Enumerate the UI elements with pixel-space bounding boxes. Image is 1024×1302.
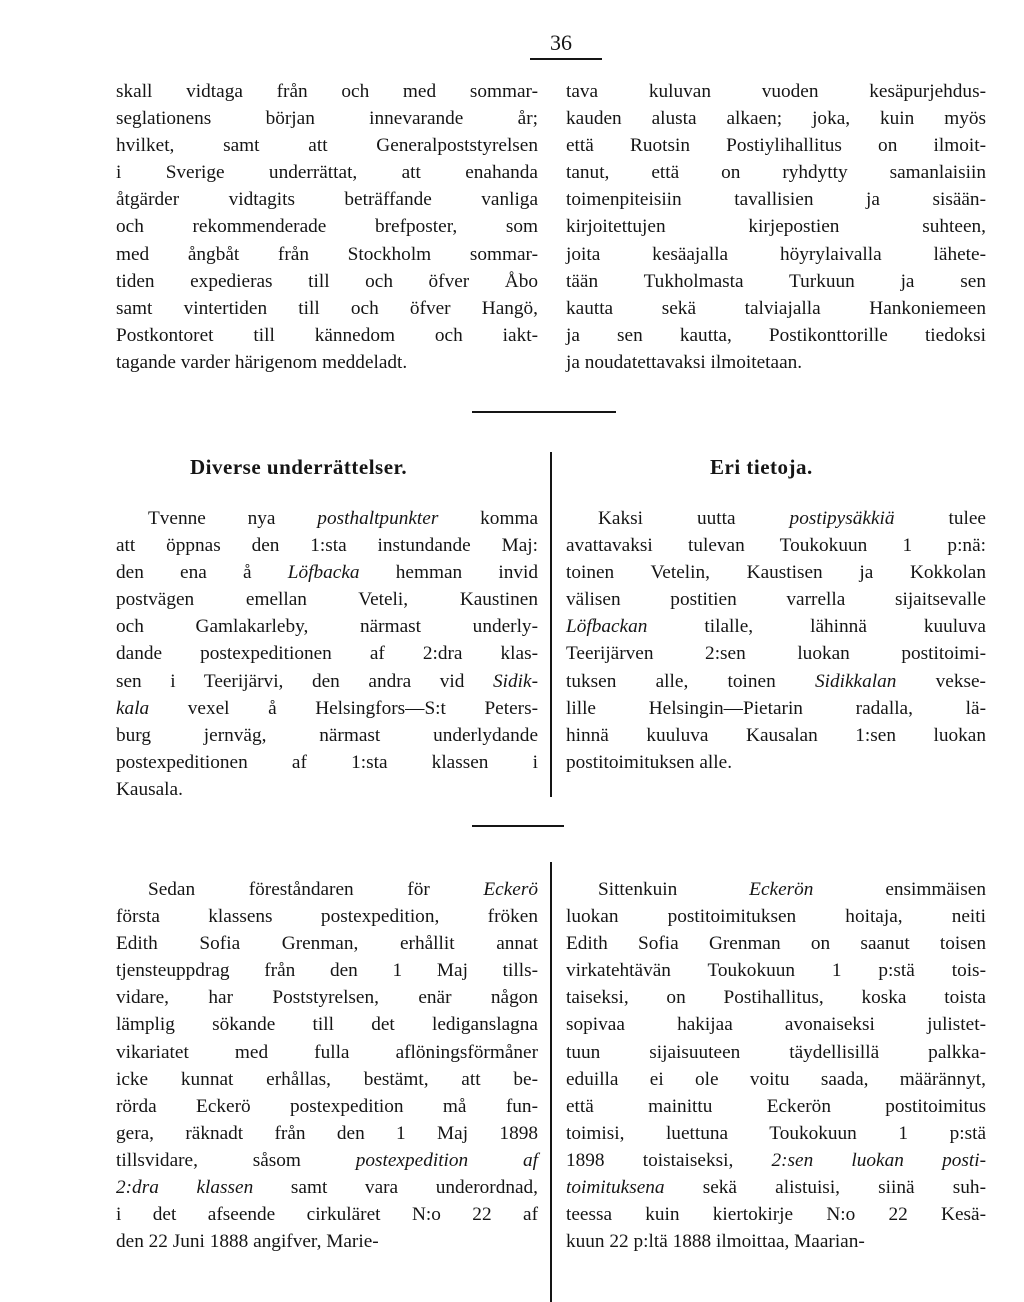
- text-line: dande postexpeditionen af 2:dra klas-: [116, 643, 538, 665]
- text-line: taiseksi, on Postihallitus, koska toista: [566, 987, 986, 1009]
- section3-left-column: [116, 876, 538, 1255]
- text-line: gera, räknadt från den 1 Maj 1898: [116, 1122, 538, 1144]
- text-line: Edith Sofia Grenman, erhållit annat: [116, 933, 538, 955]
- text-line: postitoimituksen alle.: [566, 751, 733, 773]
- page-number: 36: [550, 30, 572, 55]
- text-line: Kaksi uutta postipysäkkiä tulee: [598, 508, 986, 529]
- text-line: Postkontoret till kännedom och iakt-: [116, 324, 538, 346]
- text-line: tagande varder härigenom meddeladt.: [116, 351, 408, 373]
- text-line: och rekommenderade brefposter, som: [116, 216, 538, 238]
- text-line: Teerijärven 2:sen luokan postitoimi-: [566, 643, 986, 665]
- text-line: den ena å Löfbacka hemman invid: [116, 562, 538, 584]
- text-line: vidare, har Poststyrelsen, enär någon: [116, 987, 538, 1009]
- text-line: skall vidtaga från och med sommar-: [116, 81, 538, 102]
- text-line: ja sen kautta, Postikonttorille tiedoksi: [566, 324, 986, 346]
- text-line: että mainittu Eckerön postitoimitus: [566, 1095, 986, 1117]
- text-line: avattavaksi tulevan Toukokuun 1 p:nä:: [566, 535, 986, 557]
- text-line: Kausala.: [116, 778, 183, 800]
- text-line: sen i Teerijärvi, den andra vid Sidik-: [116, 670, 538, 692]
- text-line: Tvenne nya posthaltpunkter komma: [148, 508, 538, 529]
- text-line: åtgärder vidtagits beträffande vanliga: [116, 189, 538, 211]
- text-line: virkatehtävän Toukokuun 1 p:stä tois-: [566, 960, 986, 982]
- section1-separator: [472, 411, 616, 413]
- text-line: och Gamlakarleby, närmast underly-: [116, 616, 538, 638]
- text-line: tään Tukholmasta Turkuun ja sen: [566, 270, 986, 292]
- text-line: tuksen alle, toinen Sidikkalan vekse-: [566, 670, 986, 692]
- text-line: seglationens början innevarande år;: [116, 108, 538, 130]
- text-line: Löfbackan tilalle, lähinnä kuuluva: [566, 616, 986, 638]
- section2-right-heading: Eri tietoja.: [710, 455, 813, 479]
- text-line: med ångbåt från Stockholm sommar-: [116, 243, 538, 265]
- text-line: tjensteuppdrag från den 1 Maj tills-: [116, 960, 538, 982]
- text-line: kauden alusta alkaen; joka, kuin myös: [566, 108, 986, 130]
- text-line: ja noudatettavaksi ilmoitetaan.: [566, 351, 803, 373]
- text-line: 2:dra klassen samt vara underordnad,: [116, 1177, 538, 1199]
- text-line: toinen Vetelin, Kaustisen ja Kokkolan: [566, 562, 986, 584]
- text-line: den 22 Juni 1888 angifver, Marie-: [116, 1231, 379, 1253]
- text-line: että Ruotsin Postiylihallitus on ilmoit-: [566, 135, 986, 157]
- text-line: rörda Eckerö postexpedition må fun-: [116, 1095, 538, 1117]
- text-line: kautta sekä talviajalla Hankoniemeen: [566, 297, 986, 319]
- text-line: sopivaa hakijaa avonaiseksi julistet-: [566, 1014, 986, 1036]
- text-line: tanut, että on ryhdytty samanlaisiin: [566, 162, 986, 184]
- text-line: Edith Sofia Grenman on saanut toisen: [566, 933, 986, 955]
- text-line: 1898 toistaiseksi, 2:sen luokan posti-: [566, 1149, 986, 1171]
- text-line: att öppnas den 1:sta instundande Maj:: [116, 535, 538, 557]
- section2-left-heading: Diverse underrättelser.: [190, 455, 408, 479]
- text-line: hvilket, samt att Generalpoststyrelsen: [116, 135, 538, 157]
- text-line: hinnä kuuluva Kausalan 1:sen luokan: [566, 724, 986, 746]
- text-line: kuun 22 p:ltä 1888 ilmoittaa, Maarian-: [566, 1231, 865, 1253]
- text-line: burg jernväg, närmast underlydande: [116, 724, 538, 746]
- text-line: samt vintertiden till och öfver Hangö,: [116, 297, 538, 319]
- text-line: joita kesäajalla höyrylaivalla lähete-: [566, 243, 986, 265]
- section2-vertical-rule: [550, 452, 552, 797]
- text-line: kirjoitettujen kirjepostien suhteen,: [566, 216, 986, 238]
- text-line: toimenpiteisiin tavallisien ja sisään-: [566, 189, 986, 211]
- text-line: Sittenkuin Eckerön ensimmäisen: [598, 879, 986, 900]
- text-line: postexpeditionen af 1:sta klassen i: [116, 751, 538, 773]
- section1-left-column: [116, 78, 538, 376]
- text-line: kala vexel å Helsingfors—S:t Peters-: [116, 697, 538, 719]
- section2-separator: [472, 825, 564, 827]
- text-line: eduilla ei ole voitu saada, määrännyt,: [566, 1068, 986, 1090]
- page-number-rule: [530, 58, 602, 60]
- text-line: i det afseende cirkuläret N:o 22 af: [116, 1204, 538, 1226]
- text-line: vikariatet med fulla aflöningsförmåner: [116, 1041, 538, 1063]
- text-line: postvägen emellan Veteli, Kaustinen: [116, 589, 538, 611]
- section1-right-column: [566, 78, 986, 376]
- text-line: luokan postitoimituksen hoitaja, neiti: [566, 906, 986, 928]
- section2-right-column: [566, 505, 986, 776]
- text-line: tillsvidare, såsom postexpedition af: [116, 1149, 538, 1171]
- section3-vertical-rule: [550, 862, 552, 1302]
- text-line: lämplig sökande till det lediganslagna: [116, 1014, 538, 1036]
- text-line: första klassens postexpedition, fröken: [116, 906, 538, 928]
- text-line: lille Helsingin—Pietarin radalla, lä-: [566, 697, 986, 719]
- text-line: tiden expedieras till och öfver Åbo: [116, 270, 538, 292]
- text-line: i Sverige underrättat, att enahanda: [116, 162, 538, 184]
- text-line: välisen postitien varrella sijaitsevalle: [566, 589, 986, 611]
- text-line: icke kunnat erhållas, bestämt, att be-: [116, 1068, 538, 1090]
- section3-right-column: [566, 876, 986, 1255]
- text-line: toimisi, luettuna Toukokuun 1 p:stä: [566, 1122, 986, 1144]
- text-line: tava kuluvan vuoden kesäpurjehdus-: [566, 81, 986, 102]
- text-line: teessa kuin kiertokirje N:o 22 Kesä-: [566, 1204, 986, 1226]
- text-line: toimituksena sekä alistuisi, siinä suh-: [566, 1177, 986, 1199]
- text-line: Sedan föreståndaren för Eckerö: [148, 879, 538, 900]
- text-line: tuun sijaisuuteen täydellisillä palkka-: [566, 1041, 986, 1063]
- section2-left-column: [116, 505, 538, 803]
